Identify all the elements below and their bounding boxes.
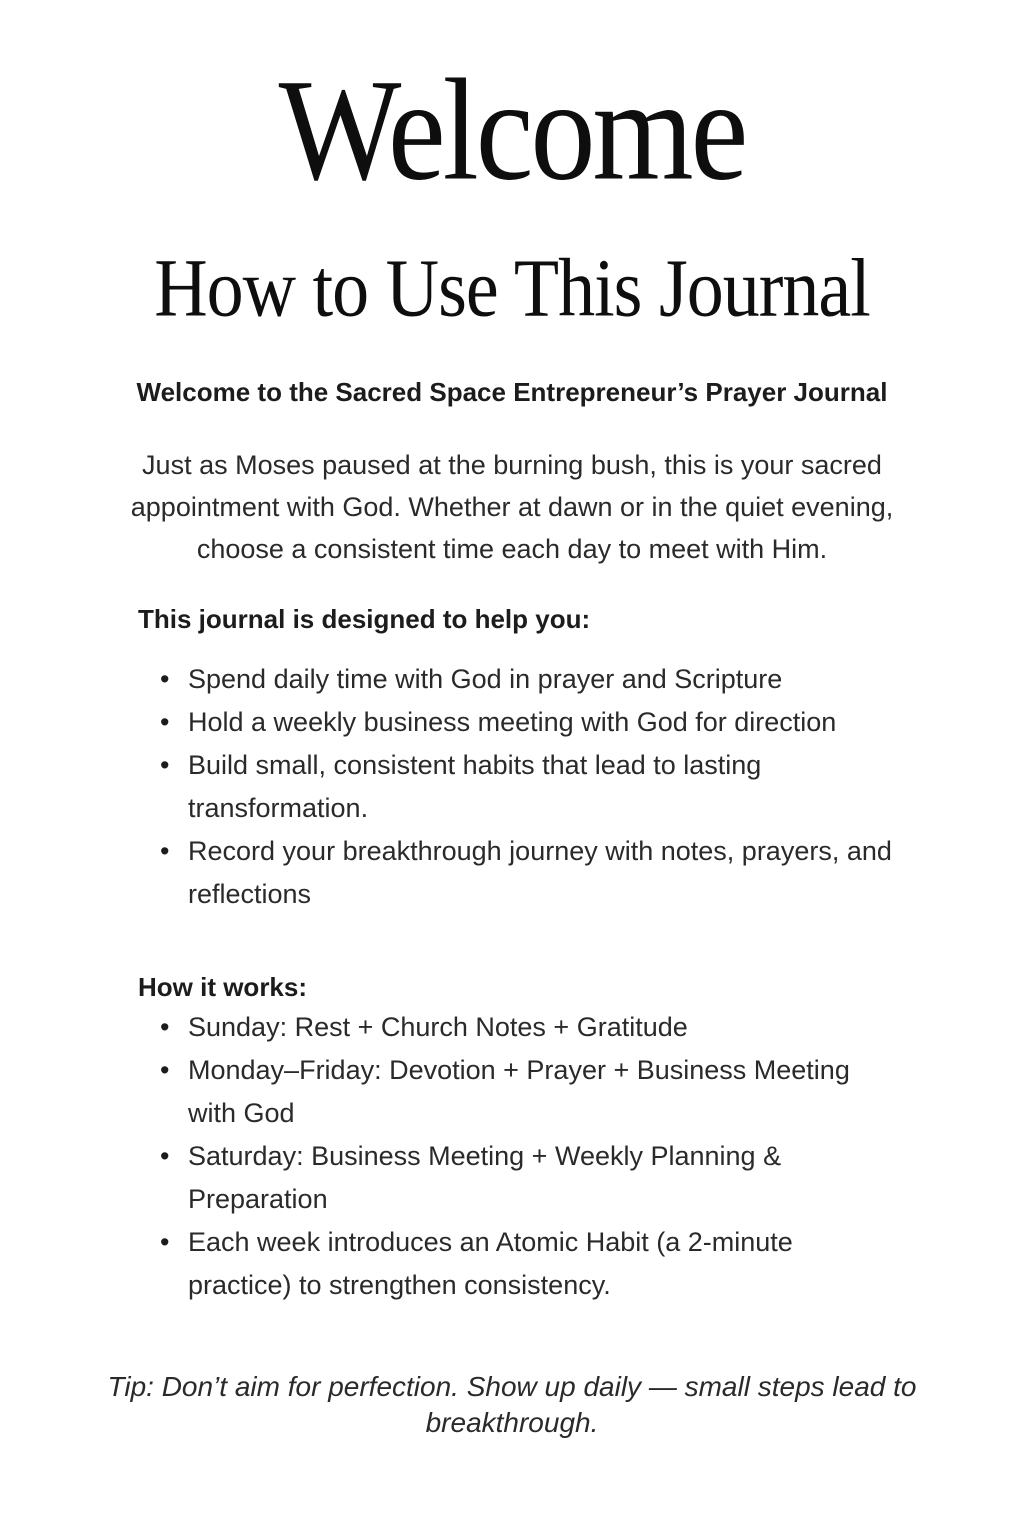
list-item: • Monday–Friday: Devotion + Prayer + Business Meeting with God	[158, 1049, 900, 1135]
page-title: Welcome	[278, 49, 746, 212]
section-heading-how-it-works: How it works:	[138, 971, 308, 1002]
intro-heading: Welcome to the Sacred Space Entrepreneur’s Prayer Journal	[136, 376, 888, 407]
page-subtitle: How to Use This Journal	[154, 243, 870, 336]
tip-text: Tip: Don’t aim for perfection. Show up daily — small steps lead to breakthrough.	[107, 1370, 917, 1438]
list-item: • Record your breakthrough journey with notes, prayers, and reflections	[158, 830, 900, 916]
help-list	[158, 658, 900, 916]
list-item: • Each week introduces an Atomic Habit (a 2-minute practice) to strengthen consistency.	[158, 1221, 900, 1307]
list-item: • Hold a weekly business meeting with God for direction	[158, 701, 900, 744]
list-item: • Sunday: Rest + Church Notes + Gratitude	[158, 1006, 900, 1049]
list-item: • Build small, consistent habits that lead to lasting transformation.	[158, 744, 900, 830]
intro-paragraph: Just as Moses paused at the burning bush, this is your sacred appointment with God. Whether at dawn or in the quiet evening, choose a consistent time each day to meet with Him.	[130, 449, 894, 564]
how-it-works-list	[158, 1006, 900, 1307]
list-item: • Saturday: Business Meeting + Weekly Planning & Preparation	[158, 1135, 900, 1221]
list-item: • Spend daily time with God in prayer and Scripture	[158, 658, 900, 701]
section-heading-designed-to-help: This journal is designed to help you:	[138, 603, 591, 634]
